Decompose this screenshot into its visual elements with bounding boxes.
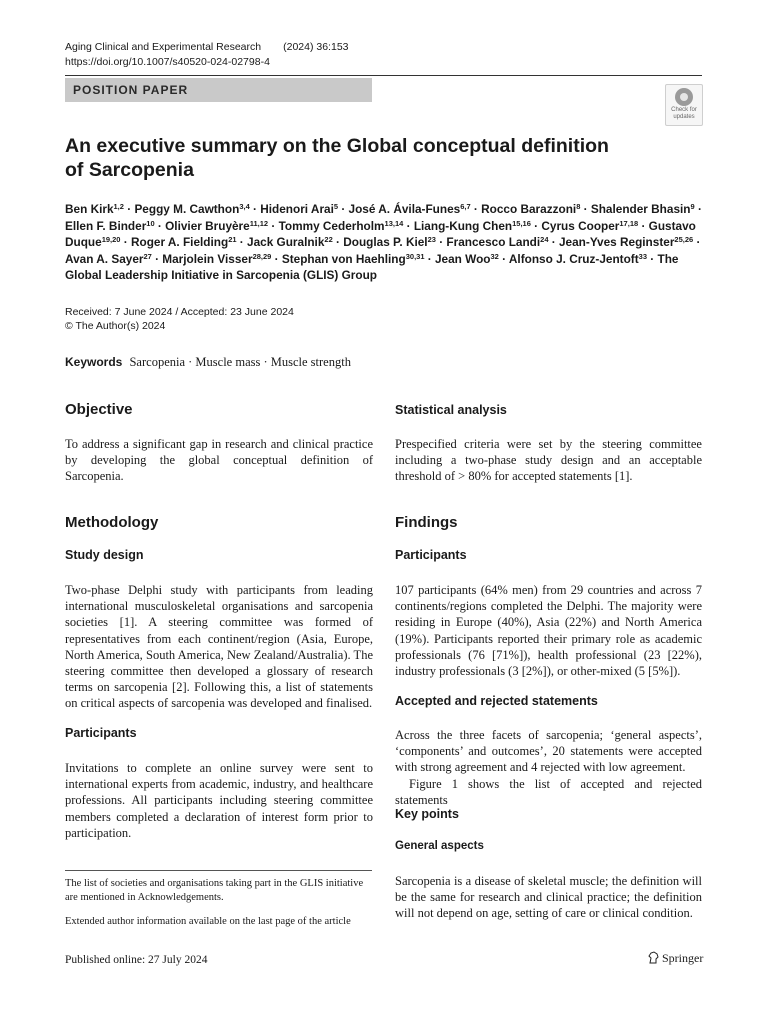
author-name[interactable]: Hidenori Arai: [260, 202, 334, 216]
author-affiliation: 33: [638, 251, 647, 261]
author-affiliation: 15,16: [512, 218, 531, 228]
participants-text-left: Invitations to complete an online survey were sent to international experts from academic, industry, and healthcare professions. All participants including steering committee members completed a declaration of interest form prior to participation.: [65, 761, 373, 840]
study-design-text: Two-phase Delphi study with participants from leading international musculoskeletal organisations and sarcopenia societies [1]. A steering committee was formed of representatives from each continent/region (Asia, Europe, North America, South America, New Zealand/Australia). The steering committee then developed a glossary of research terms on sarcopenia [2]. Following this, a list of statements on critical aspects of sarcopenia was developed and finalised.: [65, 583, 373, 711]
title-line-2: of Sarcopenia: [65, 159, 194, 181]
participants-heading-right: Participants: [395, 548, 467, 562]
objective-text: To address a significant gap in research and clinical practice by developing the global conceptual definition of Sarcopenia.: [65, 437, 373, 484]
participants-text-right: 107 participants (64% men) from 29 countries and across 7 continents/regions completed the Delphi. The majority were residing in Europe (40%), Asia (22%) and North America (19%). Participants reported their primary role as academic professionals (76 [71%]), health professional (23 [22%), industry professionals (3 [2%]), or other-mixed (5 [5%]).: [395, 583, 702, 679]
author-name[interactable]: Jack Guralnik: [247, 235, 325, 249]
author-affiliation: 9: [690, 202, 695, 211]
author-name[interactable]: Avan A. Sayer: [65, 251, 144, 266]
article-dates: [65, 305, 294, 333]
author-affiliation: 11,12: [249, 218, 269, 228]
author-affiliation: 5: [333, 202, 339, 211]
received-accepted: Received: 7 June 2024 / Accepted: 23 June 2024: [65, 306, 294, 318]
author-name[interactable]: Rocco Barazzoni: [481, 202, 577, 216]
general-aspects-text: Sarcopenia is a disease of skeletal muscle; the definition will be the same for research and clinical practice; the definition will not depend on age, setting of care or clinical condition.: [395, 874, 702, 921]
footnote-extended: Extended author information available on the last page of the article: [65, 916, 351, 927]
author-affiliation: 17,18: [619, 218, 639, 228]
findings-heading: Findings: [395, 514, 458, 531]
author-affiliation: 13,14: [384, 218, 404, 228]
author-affiliation: 1,2: [113, 202, 124, 211]
author-affiliation: 6,7: [460, 202, 471, 211]
doi-link[interactable]: https://doi.org/10.1007/s40520-024-02798-4: [65, 56, 270, 68]
author-affiliation: 25,26: [674, 235, 694, 244]
objective-heading: Objective: [65, 401, 133, 418]
published-online: Published online: 27 July 2024: [65, 954, 208, 966]
author-name[interactable]: Jean-Yves Reginster: [559, 235, 675, 249]
publisher-name: Springer: [662, 951, 704, 965]
figure-reference-text: Figure 1 shows the list of accepted and rejected statements: [395, 777, 702, 808]
copyright: © The Author(s) 2024: [65, 320, 166, 332]
springer-horse-icon: [648, 951, 659, 964]
footnote-societies: The list of societies and organisations taking part in the GLIS initiative are mentioned in Acknowledgements.: [65, 878, 364, 903]
check-updates-label: Check for updates: [671, 107, 697, 120]
keywords-text: Sarcopenia · Muscle mass · Muscle strength: [129, 355, 351, 369]
author-affiliation: 21: [228, 235, 237, 244]
author-affiliation: 23: [427, 235, 436, 244]
author-affiliation: 22: [324, 235, 333, 244]
study-design-heading: Study design: [65, 548, 144, 562]
author-name[interactable]: Liang-Kung Chen: [413, 218, 513, 233]
footnote-rule: [65, 870, 372, 871]
author-name[interactable]: Alfonso J. Cruz-Jentoft: [508, 251, 639, 266]
author-name[interactable]: Cyrus Cooper: [541, 218, 620, 233]
accepted-rejected-text: Across the three facets of sarcopenia; ‘general aspects’, ‘components’ and outcomes’, 20 statements were accepted with strong agreement and 4 rejected with low agreement.: [395, 728, 702, 775]
article-type-banner: POSITION PAPER: [65, 78, 372, 102]
participants-heading-left: Participants: [65, 726, 137, 740]
general-aspects-heading: General aspects: [395, 840, 484, 852]
author-name[interactable]: Jean Woo: [435, 251, 491, 266]
keywords: [65, 355, 351, 370]
author-name[interactable]: Peggy M. Cawthon: [134, 202, 240, 216]
methodology-heading: Methodology: [65, 514, 159, 531]
author-name[interactable]: Marjolein Visser: [162, 251, 253, 266]
author-affiliation: 10: [146, 218, 155, 228]
author-name[interactable]: Ben Kirk: [65, 202, 114, 216]
author-affiliation: 8: [576, 202, 581, 211]
author-name[interactable]: Shalender Bhasin: [590, 202, 691, 216]
key-points-heading: Key points: [395, 807, 459, 821]
author-affiliation: 19,20: [101, 235, 121, 244]
author-name[interactable]: Olivier Bruyère: [165, 218, 250, 233]
keywords-label: Keywords: [65, 355, 123, 369]
title-line-1: An executive summary on the Global conceptual definition: [65, 135, 609, 157]
statistical-analysis-text: Prespecified criteria were set by the steering committee including a two-phase study design and an acceptable threshold of > 80% for accepted statements [1].: [395, 437, 702, 484]
author-name[interactable]: Gustavo Duque: [65, 218, 696, 249]
author-name[interactable]: Tommy Cederholm: [278, 218, 385, 233]
author-name[interactable]: Francesco Landi: [446, 235, 541, 249]
check-updates-icon: [675, 88, 693, 106]
journal-name: Aging Clinical and Experimental Research: [65, 41, 262, 53]
author-affiliation: 30,31: [405, 251, 425, 261]
author-name[interactable]: Stephan von Haehling: [281, 251, 406, 266]
author-affiliation: 27: [143, 251, 152, 261]
author-affiliation: 24: [540, 235, 549, 244]
author-affiliation: 32: [490, 251, 499, 261]
author-name[interactable]: Roger A. Fielding: [130, 235, 229, 249]
author-list: Ben Kirk$^{1,2}$ · Peggy M. Cawthon$^{3,4}$ · Hidenori Arai$^5$ · José A. Ávila-Funes$^{6,7}$ · Rocco Barazzoni$^8$ · Shalender Bhasin$^9$ · Ellen F. Binder$^{10}$ · Olivier Bruyère$^{11,12}$ · Tommy Cederholm$^{13,14}$ · Liang-Kung Chen$^{15,16}$ · Cyrus Cooper$^{17,18}$ · Gustavo Duque$^{19,20}$ · Roger A. Fielding$^{21}$ · Jack Guralnik$^{22}$ · Douglas P. Kiel$^{23}$ · Francesco Landi$^{24}$ · Jean-Yves Reginster$^{25,26}$ · Avan A. Sayer$^{27}$ · Marjolein Visser$^{28,29}$ · Stephan von Haehling$^{30,31}$ · Jean Woo$^{32}$ · Alfonso J. Cruz-Jentoft$^{33}$ · The Global Leadership Initiative in Sarcopenia (GLIS) Group: [65, 202, 702, 282]
header-rule: [65, 75, 702, 76]
statistical-analysis-heading: Statistical analysis: [395, 403, 507, 417]
author-affiliation: 28,29: [252, 251, 272, 261]
group-author: The Global Leadership Initiative in Sarcopenia (GLIS) Group: [65, 251, 679, 282]
article-title: [65, 134, 625, 182]
journal-volume: (2024) 36:153: [283, 41, 349, 53]
journal-header: [65, 40, 349, 70]
accepted-rejected-heading: Accepted and rejected statements: [395, 694, 598, 708]
author-name[interactable]: Douglas P. Kiel: [343, 235, 428, 249]
author-name[interactable]: Ellen F. Binder: [65, 218, 147, 233]
publisher-logo: [648, 951, 703, 966]
author-affiliation: 3,4: [239, 202, 250, 211]
author-name[interactable]: José A. Ávila-Funes: [348, 202, 461, 216]
check-for-updates-badge[interactable]: [665, 84, 703, 126]
